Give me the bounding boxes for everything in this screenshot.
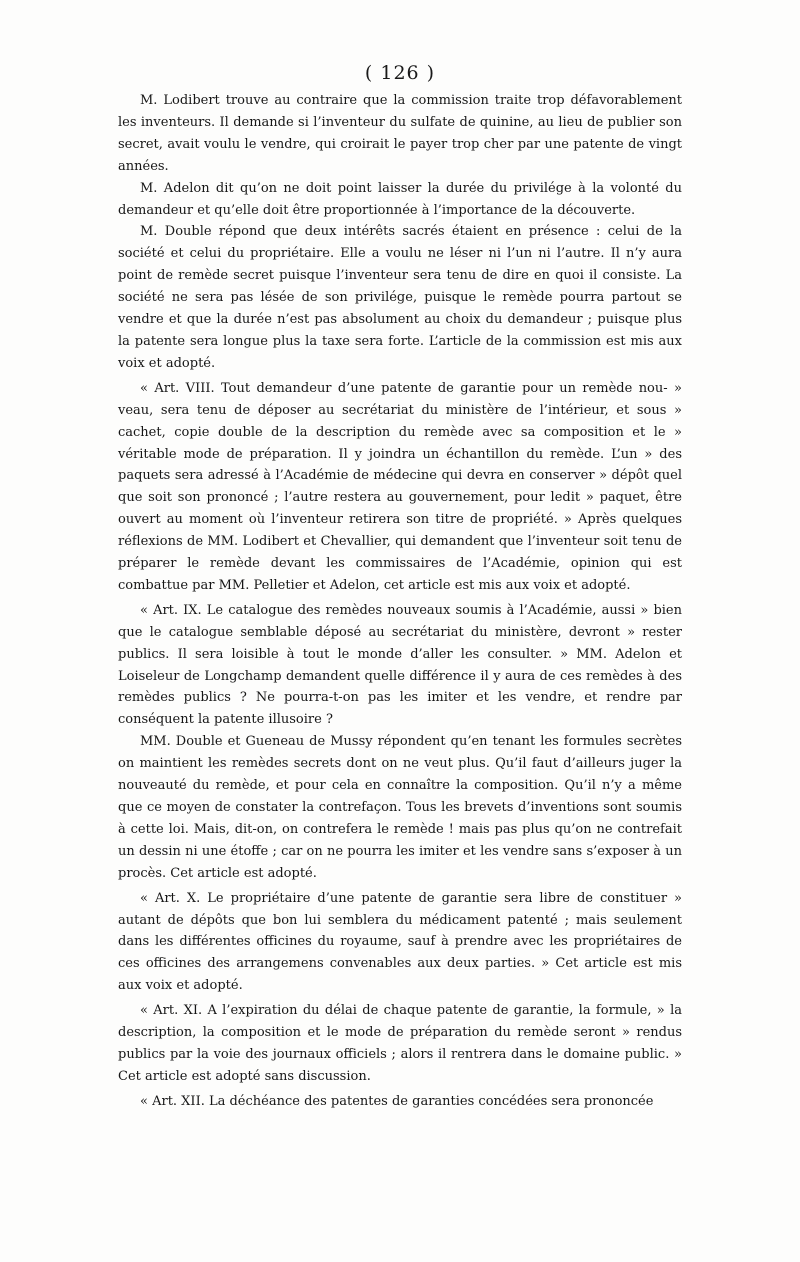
paragraph-double-gueneau: MM. Double et Gueneau de Mussy répondent qu’en tenant les formules secrètes on maintient les remèdes secrets dont on ne veut plus. Qu’il faut d’ailleurs juger la nouveauté du remède, et pour cela en connaître la composition. Qu’il n’y a même que ce moyen de constater la contrefaçon. Tous les brevets d’inventions sont soumis à cette loi. Mais, dit-on, on contrefera le remède ! mais pas plus qu’on ne contrefait un dessin ni une étoffe ; car on ne pourra les imiter et les vendre sans s’exposer à un procès. Cet article est adopté. (118, 734, 682, 881)
paragraph-double: M. Double répond que deux intérêts sacrés étaient en présence : celui de la société et celui du propriétaire. Elle a voulu ne léser ni l’un ni l’autre. Il n’y aura point de remède secret puisque l’inventeur sera tenu de dire en quoi il consiste. La société ne sera pas lésée de son privilége, puisque le remède pourra partout se vendre et que la durée n’est pas absolument au choix du demandeur ; puisque plus la patente sera longue plus la taxe sera forte. L’article de la commission est mis aux voix et adopté. (118, 224, 682, 371)
paragraph-lodibert: M. Lodibert trouve au contraire que la commission traite trop défavorablement les inventeurs. Il demande si l’inventeur du sulfate de quinine, au lieu de publier son secret, avait voulu le vendre, qui croirait le payer trop cher par une patente de vingt années. (118, 93, 682, 174)
paragraph-art-ix: « Art. IX. Le catalogue des remèdes nouveaux soumis à l’Académie, aussi » bien que le catalogue semblable déposé au secrétariat du ministère, devront » rester publics. Il sera loisible à tout le monde d’aller les consulter. » MM. Adelon et Loiseleur de Longchamp demandent quelle différence il y aura de ces remèdes à des remèdes publics ? Ne pourra-t-on pas les imiter et les vendre, et rendre par conséquent la patente illusoire ? (118, 602, 682, 728)
paragraph-art-x: « Art. X. Le propriétaire d’une patente de garantie sera libre de constituer » autant de dépôts que bon lui semblera du médicament patenté ; mais seulement dans les différentes officines du royaume, sauf à prendre avec les propriétaires de ces officines des arrangemens convenables aux deux parties. » Cet article est mis aux voix et adopté. (118, 890, 682, 994)
page-number: ( 126 ) (364, 62, 436, 84)
paragraph-art-xii: « Art. XII. La déchéance des patentes de garanties concédées sera prononcée (140, 1093, 654, 1109)
body-text (118, 90, 682, 1113)
paragraph-adelon: M. Adelon dit qu’on ne doit point laisser la durée du privilége à la volonté du demandeur et qu’elle doit être proportionnée à l’importance de la découverte. (118, 180, 682, 218)
paragraph-art-viii: « Art. VIII. Tout demandeur d’une patente de garantie pour un remède nou- » veau, sera tenu de déposer au secrétariat du ministère de l’intérieur, et sous » cachet, copie double de la description du remède avec sa composition et le » véritable mode de préparation. Il y joindra un échantillon du remède. L’un » des paquets sera adressé à l’Académie de médecine qui devra en conserver » dépôt quel que soit son prononcé ; l’autre restera au gouvernement, pour ledit » paquet, être ouvert au moment où l’inventeur retirera son titre de propriété. » Après quelques réflexions de MM. Lodibert et Chevallier, qui demandent que l’inventeur soit tenu de préparer le remède devant les commissaires de l’Académie, opinion qui est combattue par MM. Pelletier et Adelon, cet article est mis aux voix et adopté. (118, 380, 682, 593)
paragraph-art-xi: « Art. XI. A l’expiration du délai de chaque patente de garantie, la formule, » la description, la composition et le mode de préparation du remède seront » rendus publics par la voie des journaux officiels ; alors il rentrera dans le domaine public. » Cet article est adopté sans discussion. (118, 1003, 682, 1084)
